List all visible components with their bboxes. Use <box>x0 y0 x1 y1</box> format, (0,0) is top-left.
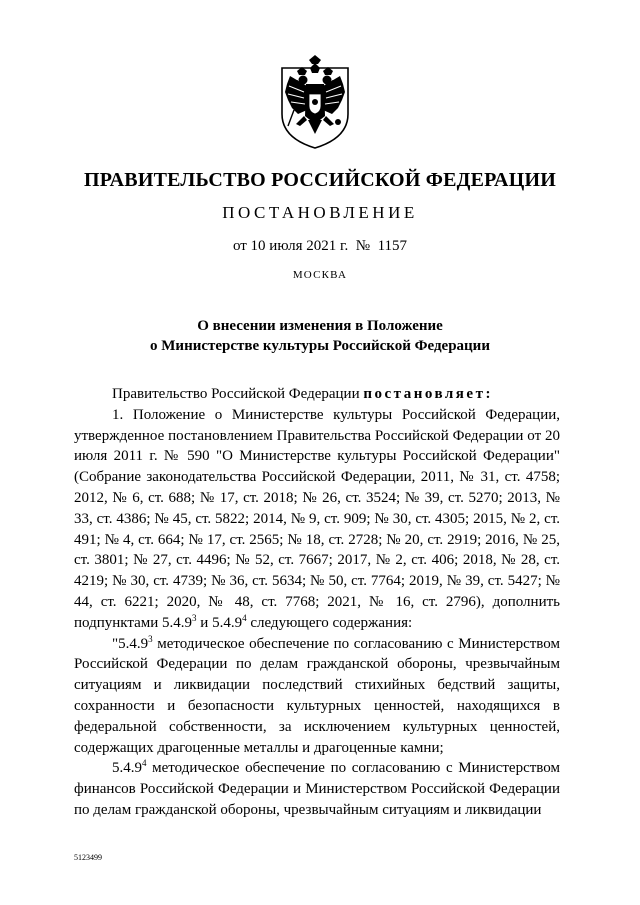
paragraph-2 <box>74 634 560 759</box>
document-body <box>74 384 560 821</box>
paragraph-1-end: следующего содержания: <box>246 614 413 631</box>
paragraph-3-ref-sup: 4 <box>142 758 147 769</box>
document-subject <box>0 316 640 356</box>
paragraph-2-ref: "5.4.9 <box>112 635 149 652</box>
subject-line-1: О внесении изменения в Положение <box>197 318 443 334</box>
paragraph-2-ref-sup: 3 <box>148 633 153 644</box>
intro-text: Правительство Российской Федерации <box>112 386 364 402</box>
paragraph-1 <box>74 405 560 634</box>
subject-line-2: о Министерстве культуры Российской Федерации <box>150 338 490 354</box>
paragraph-3-ref: 5.4.9 <box>112 760 142 777</box>
paragraph-3-text: методическое обеспечение по согласованию с Министерством финансов Российской Федерации и Министерством Российской Федерации по делам гражданской обороны, чрезвычайным ситуациям и ликвидации <box>74 760 560 818</box>
issue-city: МОСКВА <box>292 269 348 281</box>
document-code: 5123499 <box>74 853 102 862</box>
resolution-intro <box>74 384 560 405</box>
intro-resolves: постановляет: <box>363 386 493 402</box>
paragraph-3 <box>74 758 560 820</box>
paragraph-2-text: методическое обеспечение по согласованию с Министерством Российской Федерации по делам гражданской обороны, чрезвычайным ситуациям и ликвидации последствий стихийных бедствий защиты, сохранности и безопасности культурных ценностей, находящихся в федеральной собственности, за исключением культурных ценностей, содержащих драгоценные металлы и драгоценные камни; <box>74 635 560 756</box>
paragraph-1-ref-2: 5.4.9 <box>212 614 243 631</box>
paragraph-1-and: и <box>196 614 213 631</box>
paragraph-1-ref-1: 5.4.9 <box>162 614 193 631</box>
paragraph-1-ref-2-sup: 4 <box>242 612 247 623</box>
paragraph-1-ref-1-sup: 3 <box>192 612 197 623</box>
document-type: ПОСТАНОВЛЕНИЕ <box>222 203 418 222</box>
government-title: ПРАВИТЕЛЬСТВО РОССИЙСКОЙ ФЕДЕРАЦИИ <box>84 169 556 191</box>
double-headed-eagle-icon <box>274 54 356 150</box>
document-date-number: от 10 июля 2021 г. № 1157 <box>232 238 408 254</box>
paragraph-1-text: 1. Положение о Министерстве культуры Российской Федерации, утвержденное постановлением Правительства Российской Федерации от 20 июля 2011 г. № 590 "О Министерстве культуры Российской Федерации" (Собрание законодательства Российской Федерации, 2011, № 31, ст. 4758; 2012, № 6, ст. 688; № 17, ст. 2018; № 26, ст. 3524; № 39, ст. 5270; 2013, № 33, ст. 4386; № 45, ст. 5822; 2014, № 9, ст. 909; № 30, ст. 4305; 2015, № 2, ст. 491; № 4, ст. 664; № 17, ст. 2565; № 18, ст. 2728; № 20, ст. 2919; 2016, № 25, ст. 3801; № 27, ст. 4496; № 52, ст. 7667; 2017, № 2, ст. 406; 2018, № 28, ст. 4219; № 30, ст. 4739; № 36, ст. 5634; № 50, ст. 7764; 2019, № 39, ст. 5427; № 44, ст. 6221; 2020, № 48, ст. 7768; 2021, № 16, ст. 2796), дополнить подпунктами <box>74 406 560 631</box>
coat-of-arms-emblem <box>274 54 356 150</box>
